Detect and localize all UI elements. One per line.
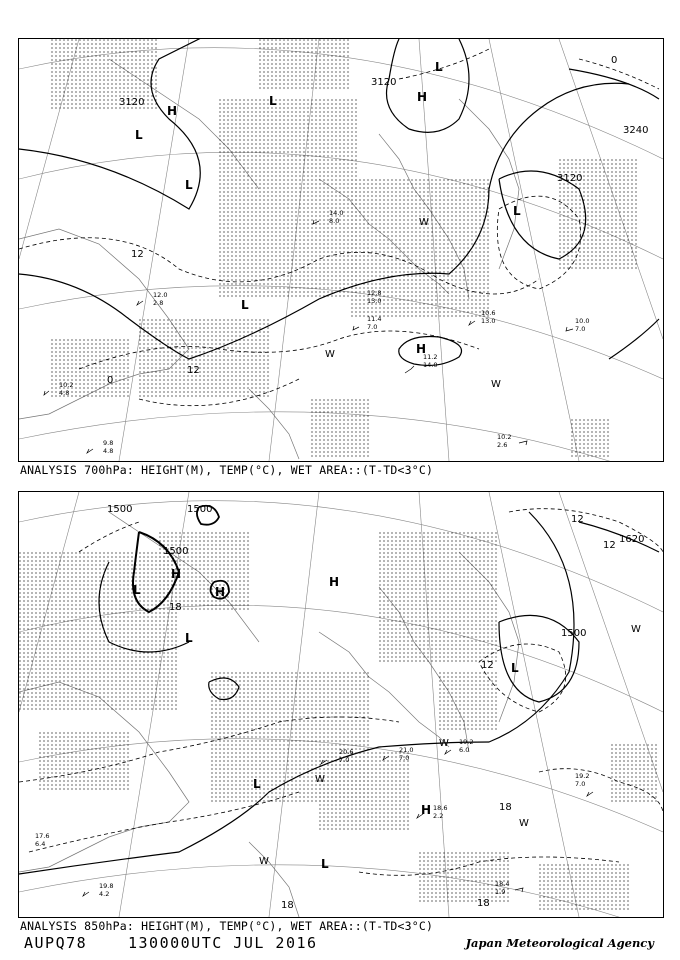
station-dewpoint: 2.6 [497,441,508,449]
low-center-symbol: L [185,631,193,645]
station-temp: 20.6 [339,748,354,756]
station-temp: 10.2 [497,433,512,441]
station-dewpoint: 7.0 [575,325,586,333]
station-dewpoint: 13.0 [481,317,496,325]
valid-time: 130000UTC JUL 2016 [128,934,318,952]
station-dewpoint: 2.8 [153,299,164,307]
caption-850hpa: ANALYSIS 850hPa: HEIGHT(M), TEMP(°C), WET AREA::(T-TD<3°C) [20,919,434,933]
chart-id: AUPQ78 [24,934,88,952]
station-dewpoint: 13.0 [367,297,382,305]
contour-label: 12 [131,249,144,260]
station-dewpoint: 14.0 [423,361,438,369]
contour-label: 0 [107,375,114,386]
contour-label: 1500 [107,504,133,515]
contour-label: 18 [169,602,182,613]
contour-label: 12 [603,540,616,551]
high-center-symbol: H [329,575,340,589]
contour-label: 3240 [623,125,649,136]
low-center-symbol: L [321,857,329,871]
low-center-symbol: L [133,583,141,597]
contour-label: 1500 [163,546,189,557]
contour-label: 1620 [619,534,645,545]
warm-mark: W [259,856,269,867]
station-dewpoint: 4.8 [103,447,114,455]
station-dewpoint: 7.0 [367,323,378,331]
low-center-symbol: L [435,60,443,74]
contour-label: 12 [571,514,584,525]
high-center-symbol: H [215,585,226,599]
station-temp: 21.0 [399,746,414,754]
station-temp: 19.2 [575,772,590,780]
station-dewpoint: 6.4 [35,840,46,848]
station-temp: 12.8 [367,289,382,297]
caption-700hpa: ANALYSIS 700hPa: HEIGHT(M), TEMP(°C), WET AREA::(T-TD<3°C) [20,463,434,477]
low-center-symbol: L [269,94,277,108]
station-dewpoint: 2.2 [433,812,444,820]
warm-mark: W [325,349,335,360]
contour-label: 18 [499,802,512,813]
contour-label: 18 [281,900,294,911]
station-temp: 11.4 [367,315,382,323]
station-dewpoint: 4.8 [59,389,70,397]
station-temp: 18.4 [495,880,510,888]
station-temp: 17.6 [35,832,50,840]
map-panel-850hpa [18,491,664,918]
low-center-symbol: L [135,128,143,142]
station-temp: 9.8 [103,439,114,447]
map-700hpa-drawing [19,39,663,461]
warm-mark: W [315,774,325,785]
station-dewpoint: 7.0 [339,756,350,764]
station-dewpoint: 8.0 [329,217,340,225]
station-temp: 14.0 [329,209,344,217]
station-temp: 18.6 [433,804,448,812]
contour-label: 12 [481,660,494,671]
contour-label: 3120 [119,97,145,108]
station-dewpoint: 6.0 [459,746,470,754]
warm-mark: W [519,818,529,829]
warm-mark: W [439,738,449,749]
contour-label: 1500 [561,628,587,639]
station-dewpoint: 7.0 [399,754,410,762]
contour-label: 3120 [371,77,397,88]
high-center-symbol: H [421,803,432,817]
contour-label: 0 [611,55,618,66]
warm-mark: W [491,379,501,390]
warm-mark: W [631,624,641,635]
low-center-symbol: L [241,298,249,312]
high-center-symbol: H [416,342,427,356]
contour-label: 3120 [557,173,583,184]
map-panel-700hpa [18,38,664,462]
station-dewpoint: 1.9 [495,888,506,896]
wet-area-850 [19,532,659,912]
low-center-symbol: L [511,661,519,675]
station-temp: 10.2 [59,381,74,389]
contour-label: 18 [477,898,490,909]
high-center-symbol: H [171,567,182,581]
station-temp: 10.0 [575,317,590,325]
low-center-symbol: L [253,777,261,791]
low-center-symbol: L [513,204,521,218]
map-850hpa-drawing [19,492,663,917]
high-center-symbol: H [417,90,428,104]
station-temp: 11.2 [423,353,438,361]
station-dewpoint: 7.0 [575,780,586,788]
low-center-symbol: L [185,178,193,192]
contour-label: 1500 [187,504,213,515]
high-center-symbol: H [167,104,178,118]
agency-name: Japan Meteorological Agency [465,936,654,950]
contour-label: 12 [187,365,200,376]
station-temp: 10.6 [481,309,496,317]
station-dewpoint: 4.2 [99,890,110,898]
station-temp: 19.2 [459,738,474,746]
warm-mark: W [419,217,429,228]
station-temp: 19.8 [99,882,114,890]
station-temp: 12.0 [153,291,168,299]
